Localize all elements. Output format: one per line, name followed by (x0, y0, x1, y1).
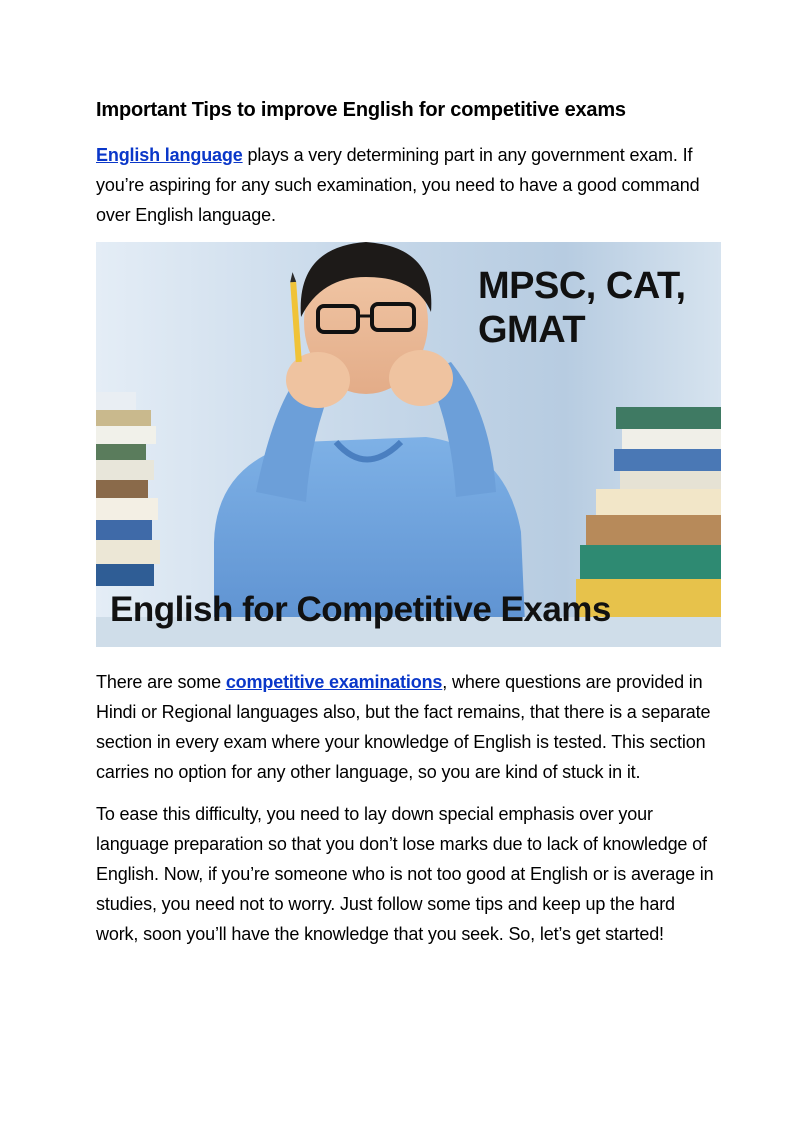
para2-text-before: There are some (96, 672, 226, 692)
exam-language-paragraph (96, 667, 721, 787)
intro-paragraph (96, 140, 721, 230)
competitive-examinations-link[interactable]: competitive examinations (225, 672, 443, 692)
para2-text-after: , where questions are provided in Hindi or Regional languages also, but the fact remains, that there is a separate section in every exam where your knowledge of English is tested. This section carries no option for any other language, so you are kind of stuck in it. (96, 672, 711, 782)
image-overlay-exams: MPSC, CAT, GMAT (478, 265, 686, 351)
english-language-link[interactable]: English language (96, 145, 243, 165)
image-overlay-caption: English for Competitive Exams (110, 590, 611, 629)
document-page (96, 95, 721, 949)
intro-text: plays a very determining part in any government exam. If you’re aspiring for any such examination, you need to have a good command over English language. (96, 145, 700, 225)
article-title: Important Tips to improve English for competitive exams (96, 99, 626, 121)
tips-intro-paragraph: To ease this difficulty, you need to lay down special emphasis over your language preparation so that you don’t lose marks due to lack of knowledge of English. Now, if you’re someone who is not too good at English or is average in studies, you need not to worry. Just follow some tips and keep up the hard work, soon you’ll have the knowledge that you seek. So, let’s get started! (96, 804, 714, 944)
hero-image (96, 242, 721, 647)
